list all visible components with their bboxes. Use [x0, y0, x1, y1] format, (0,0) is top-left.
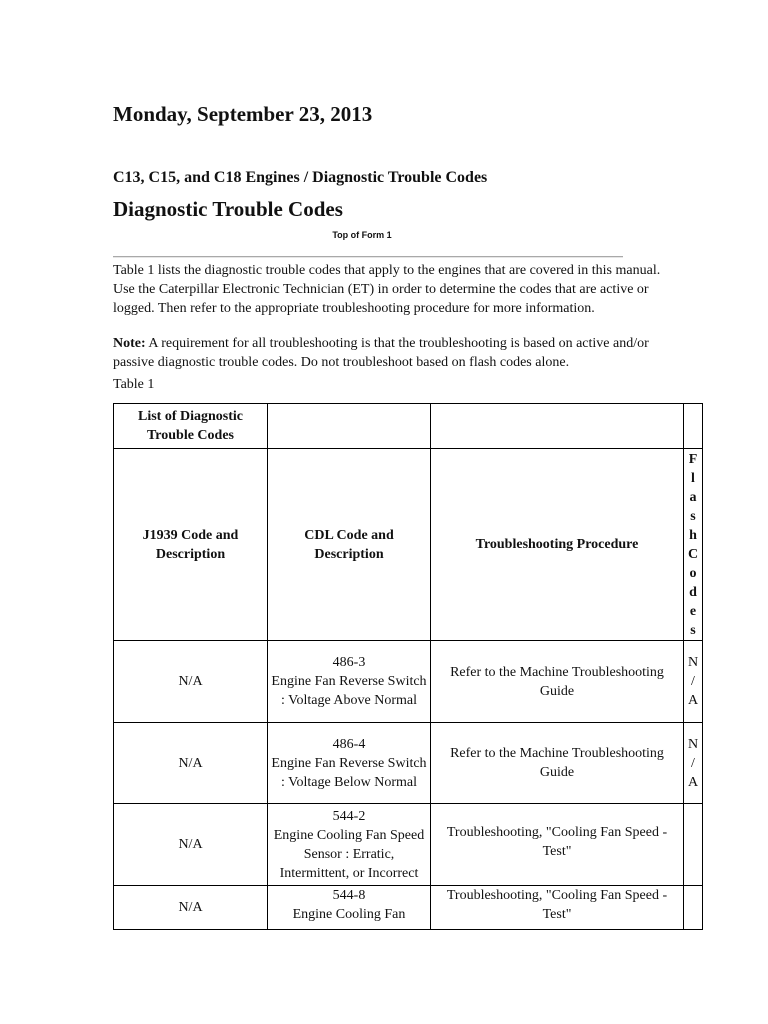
table-row: [114, 723, 703, 804]
note-paragraph: [113, 334, 661, 372]
flash-code-cell: [684, 886, 703, 930]
j1939-cell: N/A: [114, 723, 268, 804]
header-cdl: CDL Code and Description: [268, 449, 431, 641]
flash-code-cell: N / A: [684, 723, 703, 804]
table-caption-row: [114, 404, 703, 449]
flash-code-cell: [684, 804, 703, 886]
cdl-cell: [268, 641, 431, 723]
cdl-code: 544-2: [332, 808, 366, 824]
procedure-cell: Troubleshooting, "Cooling Fan Speed - Test": [431, 886, 684, 930]
horizontal-rule: [113, 256, 623, 258]
intro-paragraph: Table 1 lists the diagnostic trouble codes that apply to the engines that are covered in this manual. Use the Caterpillar Electronic Technician (ET) in order to determine the codes that are active or logged. Then refer to the appropriate troubleshooting procedure for more information.: [113, 263, 661, 316]
header-procedure: Troubleshooting Procedure: [431, 449, 684, 641]
table-row: [114, 641, 703, 723]
diagnostic-codes-table: [113, 403, 703, 930]
j1939-cell: N/A: [114, 641, 268, 723]
table-caption: Table 1: [113, 377, 155, 392]
cdl-description: Engine Fan Reverse Switch : Voltage Above Normal: [271, 674, 427, 708]
cdl-code: 544-8: [332, 888, 366, 903]
cdl-description: Engine Cooling Fan: [292, 907, 406, 922]
empty-cell: [684, 404, 703, 449]
cdl-cell: [268, 804, 431, 886]
procedure-cell: Troubleshooting, "Cooling Fan Speed - Test": [431, 804, 684, 886]
cdl-cell: [268, 886, 431, 930]
header-flash-codes: [684, 449, 703, 641]
form-top-label: Top of Form 1: [332, 230, 392, 240]
procedure-cell: Refer to the Machine Troubleshooting Guide: [431, 641, 684, 723]
document-date: Monday, September 23, 2013: [113, 102, 373, 126]
table-header-row: [114, 449, 703, 641]
table-row: [114, 886, 703, 930]
flash-code-cell: N / A: [684, 641, 703, 723]
table-caption-cell: List of Diagnostic Trouble Codes: [114, 404, 268, 449]
note-label: Note:: [113, 336, 146, 351]
cdl-cell: [268, 723, 431, 804]
cdl-description: Engine Fan Reverse Switch : Voltage Below Normal: [271, 755, 427, 790]
empty-cell: [431, 404, 684, 449]
j1939-cell: N/A: [114, 886, 268, 930]
header-flash-codes-text: F l a s h C o d e s: [687, 451, 699, 638]
cdl-code: 486-3: [332, 655, 366, 670]
procedure-cell: Refer to the Machine Troubleshooting Guide: [431, 723, 684, 804]
cdl-description: Engine Cooling Fan Speed Sensor : Erratic, Intermittent, or Incorrect: [273, 827, 425, 881]
note-text: A requirement for all troubleshooting is that the troubleshooting is based on active and/or passive diagnostic trouble codes. Do not troubleshoot based on flash codes alone.: [113, 336, 649, 370]
page-title: Diagnostic Trouble Codes: [113, 197, 343, 221]
empty-cell: [268, 404, 431, 449]
document-subtitle: C13, C15, and C18 Engines / Diagnostic Trouble Codes: [113, 169, 488, 186]
header-j1939: J1939 Code and Description: [114, 449, 268, 641]
table-row: [114, 804, 703, 886]
cdl-code: 486-4: [332, 736, 366, 752]
j1939-cell: N/A: [114, 804, 268, 886]
